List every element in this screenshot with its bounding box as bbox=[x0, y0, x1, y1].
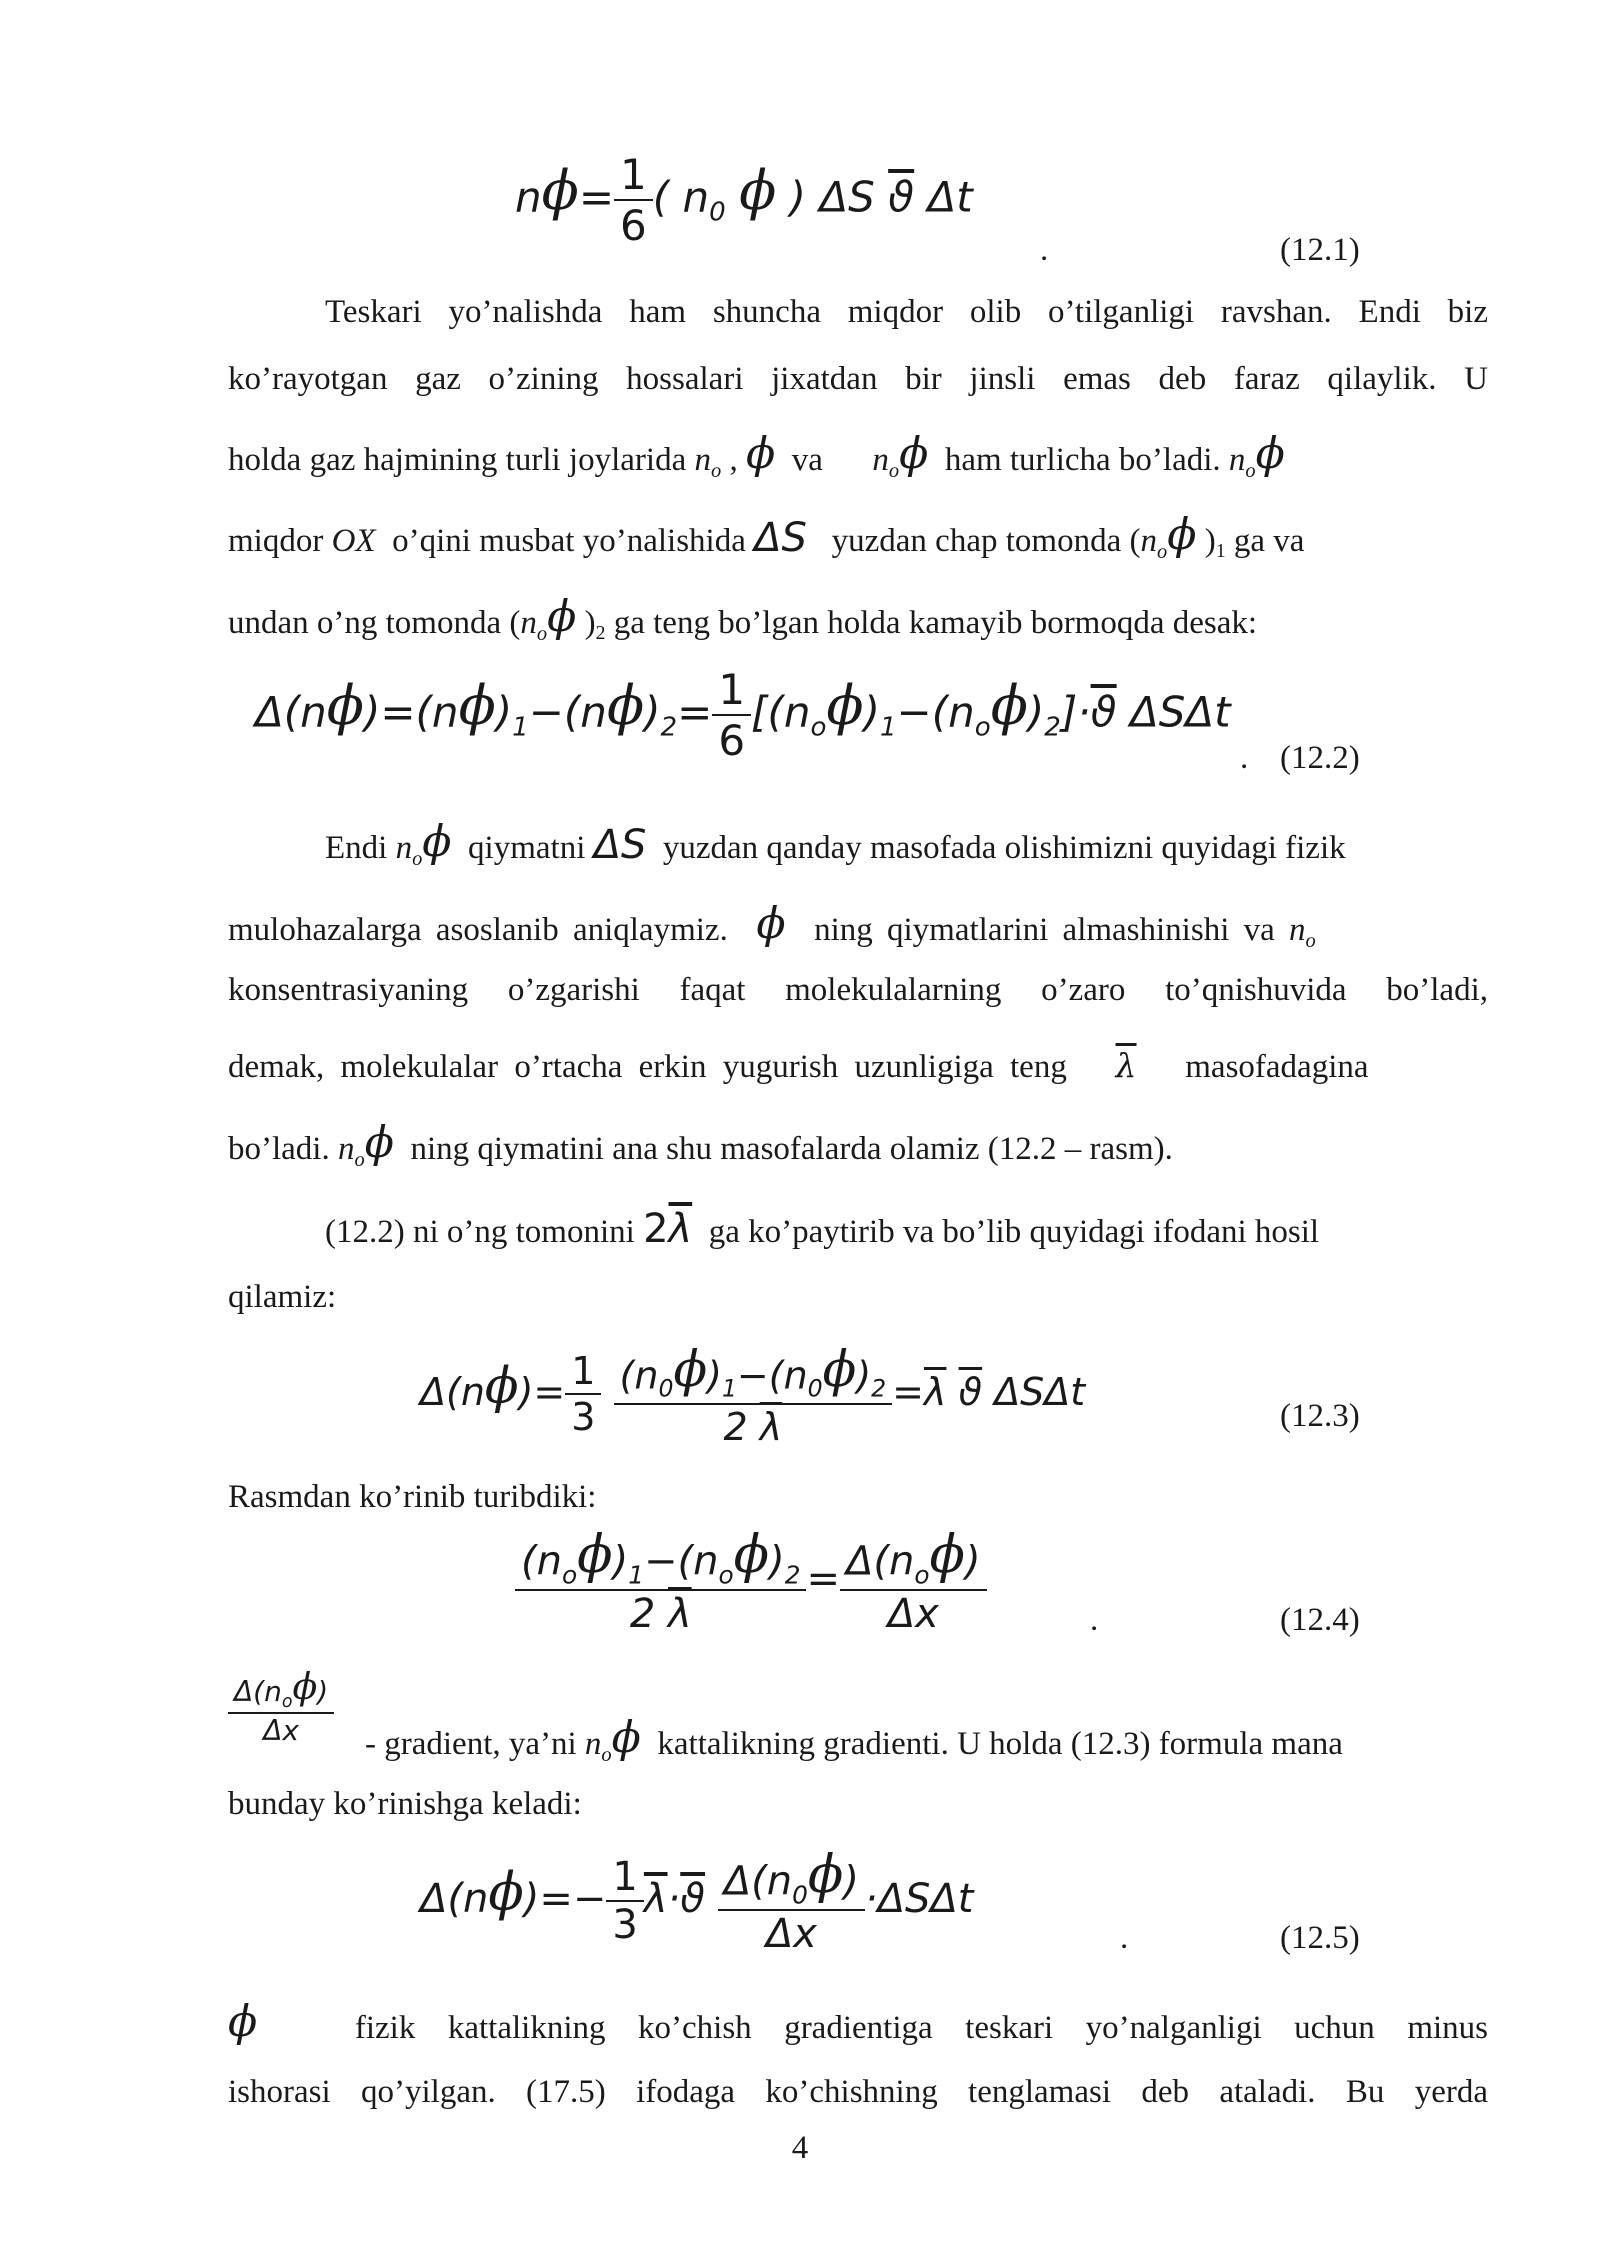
paragraph-text: ga va bbox=[1233, 523, 1305, 560]
paragraph-text: va bbox=[791, 442, 823, 479]
paragraph-line: Rasmdan ko’rinib turibdiki: bbox=[228, 1479, 597, 1515]
paragraph-text: fizik kattalikning ko’chish gradientiga teskari yo’nalganligi uchun minus bbox=[354, 2010, 1488, 2047]
paragraph-text: mulohazalarga asoslanib aniqlaymiz. bbox=[228, 912, 728, 949]
paragraph-line: konsentrasiyaning o’zgarishi faqat molekulalarning o’zaro to’qnishuvida bo’ladi, bbox=[228, 972, 1488, 1008]
equation-dot: . bbox=[1040, 232, 1049, 268]
paragraph-line: undan o’ng tomonda ($n_o\phi$ )2 ga teng bo’lgan holda kamayib bormoqda desak: bbox=[228, 592, 1258, 646]
paragraph-text: miqdor bbox=[228, 523, 324, 560]
paragraph-text: holda gaz hajmining turli joylarida bbox=[228, 442, 687, 479]
paragraph-text: - gradient, ya’ni bbox=[365, 1726, 577, 1763]
paragraph-line bbox=[228, 1990, 1488, 2061]
paragraph-line: demak, molekulalar o’rtacha erkin yugurish uzunligiga teng $\overline{\lambda}$ masofadagina bbox=[228, 1046, 1369, 1085]
page-number: 4 bbox=[791, 2130, 809, 2166]
paragraph-text: (12.2) ni o’ng tomonini bbox=[325, 1214, 635, 1250]
paragraph-text: ham turlicha bo’ladi. bbox=[944, 442, 1221, 479]
gradient-fraction: $\frac{\Delta(n_o\phi)}{\Delta x}$ bbox=[228, 1665, 334, 1747]
paragraph-text: qiymatni bbox=[468, 830, 586, 867]
equation-number-12-5: (12.5) bbox=[1280, 1920, 1360, 1956]
equation-number-12-2: (12.2) bbox=[1280, 740, 1360, 776]
equation-12-3: Δ(nϕ)= $\frac{1}{3}$ $\frac{(n_0\phi)_1-(n_0\phi)_2}{2 \overline{\lambda}}$ $=\overline{\lambda}$ $\overline{ϑ}$ ΔSΔt bbox=[420, 1340, 1086, 1449]
paragraph-text: o’qini musbat yo’nalishida bbox=[392, 523, 746, 560]
paragraph-text: yuzdan chap tomonda bbox=[831, 523, 1122, 560]
paragraph-text: undan o’ng tomonda bbox=[228, 605, 502, 642]
paragraph-line: Teskari yo’nalishda ham shuncha miqdor olib o’tilganligi ravshan. Endi biz bbox=[325, 294, 1488, 330]
paragraph-line: ko’rayotgan gaz o’zining hossalari jixatdan bir jinsli emas deb faraz qilaylik. U bbox=[228, 361, 1488, 397]
multiplier-two: 2 bbox=[643, 1206, 669, 1252]
equation-number-12-4: (12.4) bbox=[1280, 1602, 1360, 1638]
paragraph-text: bo’ladi. bbox=[228, 1131, 330, 1168]
paragraph-text: ning qiymatini ana shu masofalarda olamiz (12.2 – rasm). bbox=[410, 1131, 1173, 1168]
phi-symbol: ϕ bbox=[228, 1997, 258, 2047]
paragraph-line: ishorasi qo’yilgan. (17.5) ifodaga ko’chishning tenglamasi deb ataladi. Bu yerda bbox=[228, 2074, 1488, 2110]
equation-12-2: $\Delta(n\phi)=(n\phi)_1-(n\phi)_2=$ $\frac{1}{6}$ $[(n_o\phi)_1-(n_o\phi)_2]\cdot\overline{ϑ}$ ΔSΔt bbox=[255, 665, 1231, 765]
equation-dot: . bbox=[1240, 740, 1249, 776]
paragraph-text: kattalikning gradienti. U holda (12.3) formula mana bbox=[657, 1726, 1343, 1763]
equation-dot: . bbox=[1090, 1602, 1099, 1638]
paragraph-line: - gradient, ya’ni $n_o\phi$ kattalikning gradienti. U holda (12.3) formula mana bbox=[365, 1713, 1343, 1767]
equation-number-12-1: (12.1) bbox=[1280, 232, 1360, 268]
paragraph-line: Endi $n_o\phi$ qiymatni ΔS yuzdan qanday masofada olishimizni quyidagi fizik bbox=[325, 817, 1346, 871]
paragraph-text: ga ko’paytirib va bo’lib quyidagi ifodani hosil bbox=[708, 1214, 1320, 1250]
axis-symbol: OX bbox=[331, 523, 376, 560]
paragraph-line: bo’ladi. $n_o\phi$ ning qiymatini ana shu masofalarda olamiz (12.2 – rasm). bbox=[228, 1118, 1173, 1172]
paragraph-line: qilamiz: bbox=[228, 1279, 337, 1315]
equation-dot: . bbox=[1120, 1920, 1129, 1956]
paragraph-text: ga teng bo’lgan holda kamayib bormoqda desak: bbox=[613, 605, 1258, 642]
paragraph-text: masofadagina bbox=[1185, 1049, 1369, 1085]
phi-symbol: ϕ bbox=[745, 429, 776, 479]
paragraph-text: ning qiymatlarini almashinishi va bbox=[814, 912, 1275, 949]
equation-number-12-3: (12.3) bbox=[1280, 1398, 1360, 1434]
equation-12-4: $\frac{(n_o\phi)_1-(n_o\phi)_2}{2 \overline{\lambda}}$ = $\frac{\Delta(n_o\phi)}{\Delta x}$ bbox=[515, 1525, 987, 1637]
paragraph-text: Endi bbox=[325, 830, 388, 867]
paragraph-text: demak, molekulalar o’rtacha erkin yugurish uzunligiga teng bbox=[228, 1049, 1067, 1085]
equation-12-5: Δ(nϕ)=− $\frac{1}{3}$ $\overline{\lambda}\cdot\overline{ϑ}$ $\frac{\Delta(n_0\phi)}{\Delta x}$ ·ΔSΔt bbox=[420, 1845, 974, 1958]
paragraph-line: miqdor OX o’qini musbat yo’nalishida ΔS yuzdan chap tomonda ($n_o\phi$ )1 ga va bbox=[228, 510, 1305, 564]
paragraph-text: yuzdan qanday masofada olishimizni quyidagi fizik bbox=[662, 830, 1346, 867]
paragraph-line: mulohazalarga asoslanib aniqlaymiz. ϕ ning qiymatlarini almashinishi va $n_o$ bbox=[228, 899, 1316, 953]
equation-12-1: nϕ= $\frac{1}{6}$ ( $n_0$ ϕ ) ΔS $\overline{ϑ}$ Δt bbox=[515, 150, 973, 250]
paragraph-line: (12.2) ni o’ng tomonini $2\overline{\lambda}$ ga ko’paytirib va bo’lib quyidagi ifodani hosil bbox=[325, 1206, 1320, 1252]
paragraph-line: bunday ko’rinishga keladi: bbox=[228, 1786, 582, 1822]
paragraph-line: holda gaz hajmining turli joylarida $n_o$ , ϕ va $n_o\phi$ ham turlicha bo’ladi. $n_o\phi$ bbox=[228, 429, 1285, 483]
